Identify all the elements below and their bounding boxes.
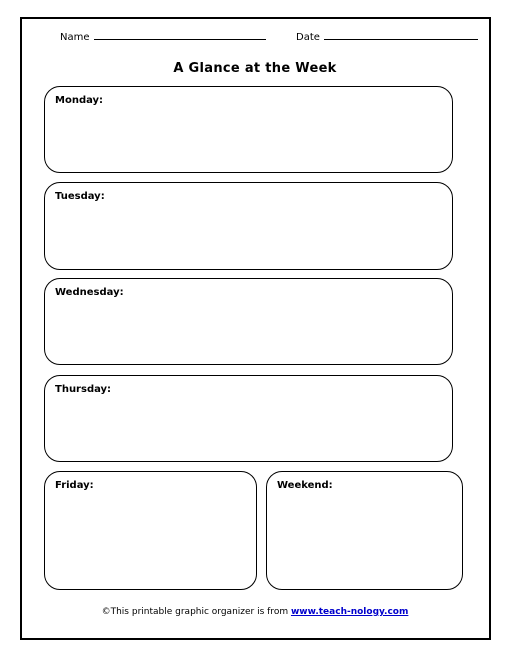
- footer-link[interactable]: www.teach-nology.com: [290, 607, 409, 617]
- weekend-label: Weekend:: [277, 480, 333, 491]
- monday-label: Monday:: [55, 95, 104, 106]
- name-label: Name: [60, 32, 90, 43]
- thursday-label: Thursday:: [55, 384, 112, 395]
- wednesday-box: [44, 278, 453, 365]
- wednesday-label: Wednesday:: [55, 287, 124, 298]
- friday-label: Friday:: [55, 480, 94, 491]
- monday-box: [44, 86, 453, 173]
- footer-text: ©This printable graphic organizer is from: [101, 607, 289, 617]
- weekend-box: [266, 471, 463, 590]
- date-label: Date: [296, 32, 320, 43]
- tuesday-label: Tuesday:: [55, 191, 105, 202]
- name-blank-line: [94, 30, 266, 40]
- thursday-box: [44, 375, 453, 462]
- date-blank-line: [324, 30, 478, 40]
- tuesday-box: [44, 182, 453, 270]
- name-field: [60, 30, 266, 44]
- date-field: [296, 30, 478, 44]
- footer-credit: [0, 607, 510, 617]
- friday-box: [44, 471, 257, 590]
- page-title: A Glance at the Week: [173, 61, 337, 76]
